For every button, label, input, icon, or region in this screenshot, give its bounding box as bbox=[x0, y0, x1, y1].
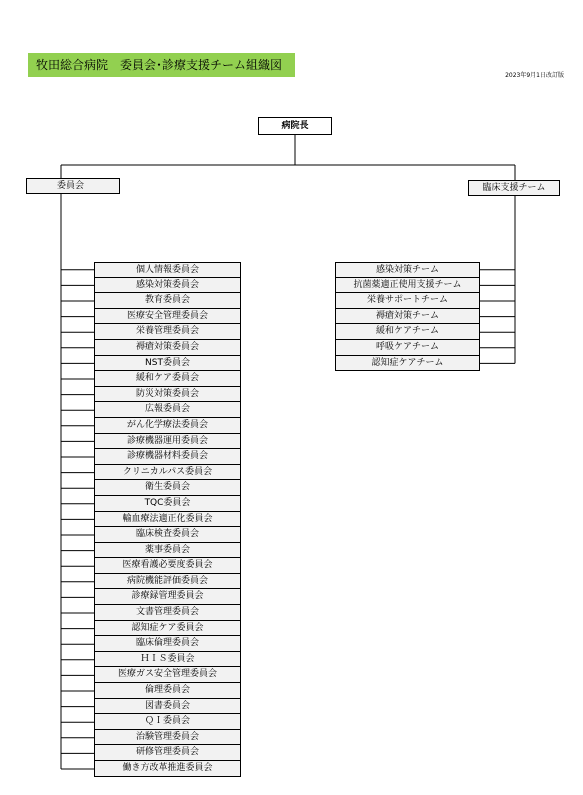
org-box-item: 栄養サポートチーム bbox=[335, 293, 480, 309]
page-title: 牧田総合病院 委員会･診療支援チーム組織図 bbox=[28, 53, 295, 77]
org-box-item: 抗菌薬適正使用支援チーム bbox=[335, 278, 480, 294]
revision-date: 2023年9月1日改訂版 bbox=[505, 72, 564, 79]
org-box-item: 防災対策委員会 bbox=[94, 387, 241, 403]
org-box-item: TQC委員会 bbox=[94, 496, 241, 512]
org-box-item: 文書管理委員会 bbox=[94, 605, 241, 621]
org-box-item: 教育委員会 bbox=[94, 293, 241, 309]
org-box-item: 褥瘡対策チーム bbox=[335, 309, 480, 325]
support-teams-header: 臨床支援チーム bbox=[468, 180, 560, 196]
org-box-item: 呼吸ケアチーム bbox=[335, 340, 480, 356]
org-box-item: 図書委員会 bbox=[94, 699, 241, 715]
org-box-item: 褥瘡対策委員会 bbox=[94, 340, 241, 356]
org-box-item: 研修管理委員会 bbox=[94, 745, 241, 761]
org-box-item: NST委員会 bbox=[94, 356, 241, 372]
org-box-item: 認知症ケアチーム bbox=[335, 356, 480, 372]
org-box-item: 病院機能評価委員会 bbox=[94, 574, 241, 590]
hospital-director-box: 病院長 bbox=[258, 117, 332, 135]
org-box-item: 診療録管理委員会 bbox=[94, 589, 241, 605]
org-box-item: がん化学療法委員会 bbox=[94, 418, 241, 434]
org-box-item: 臨床倫理委員会 bbox=[94, 636, 241, 652]
org-box-item: 栄養管理委員会 bbox=[94, 324, 241, 340]
org-box-item: 緩和ケア委員会 bbox=[94, 371, 241, 387]
committee-list bbox=[94, 262, 241, 777]
org-box-item: 緩和ケアチーム bbox=[335, 324, 480, 340]
committees-header: 委員会 bbox=[26, 178, 120, 194]
org-box-item: 倫理委員会 bbox=[94, 683, 241, 699]
org-box-item: 広報委員会 bbox=[94, 402, 241, 418]
org-box-item: 診療機器運用委員会 bbox=[94, 434, 241, 450]
org-box-item: 薬事委員会 bbox=[94, 543, 241, 559]
org-box-item: 治験管理委員会 bbox=[94, 730, 241, 746]
org-box-item: 臨床検査委員会 bbox=[94, 527, 241, 543]
org-box-item: 診療機器材料委員会 bbox=[94, 449, 241, 465]
org-box-item: 医療看護必要度委員会 bbox=[94, 558, 241, 574]
org-box-item: クリニカルパス委員会 bbox=[94, 465, 241, 481]
org-box-item: 感染対策委員会 bbox=[94, 278, 241, 294]
org-box-item: 医療ガス安全管理委員会 bbox=[94, 667, 241, 683]
support-team-list bbox=[335, 262, 480, 371]
org-box-item: ＨＩＳ委員会 bbox=[94, 652, 241, 668]
org-box-item: 衛生委員会 bbox=[94, 480, 241, 496]
org-box-item: 感染対策チーム bbox=[335, 262, 480, 278]
org-box-item: 働き方改革推進委員会 bbox=[94, 761, 241, 777]
org-box-item: 個人情報委員会 bbox=[94, 262, 241, 278]
org-box-item: 輸血療法適正化委員会 bbox=[94, 512, 241, 528]
org-box-item: ＱＩ委員会 bbox=[94, 714, 241, 730]
org-box-item: 認知症ケア委員会 bbox=[94, 621, 241, 637]
org-box-item: 医療安全管理委員会 bbox=[94, 309, 241, 325]
